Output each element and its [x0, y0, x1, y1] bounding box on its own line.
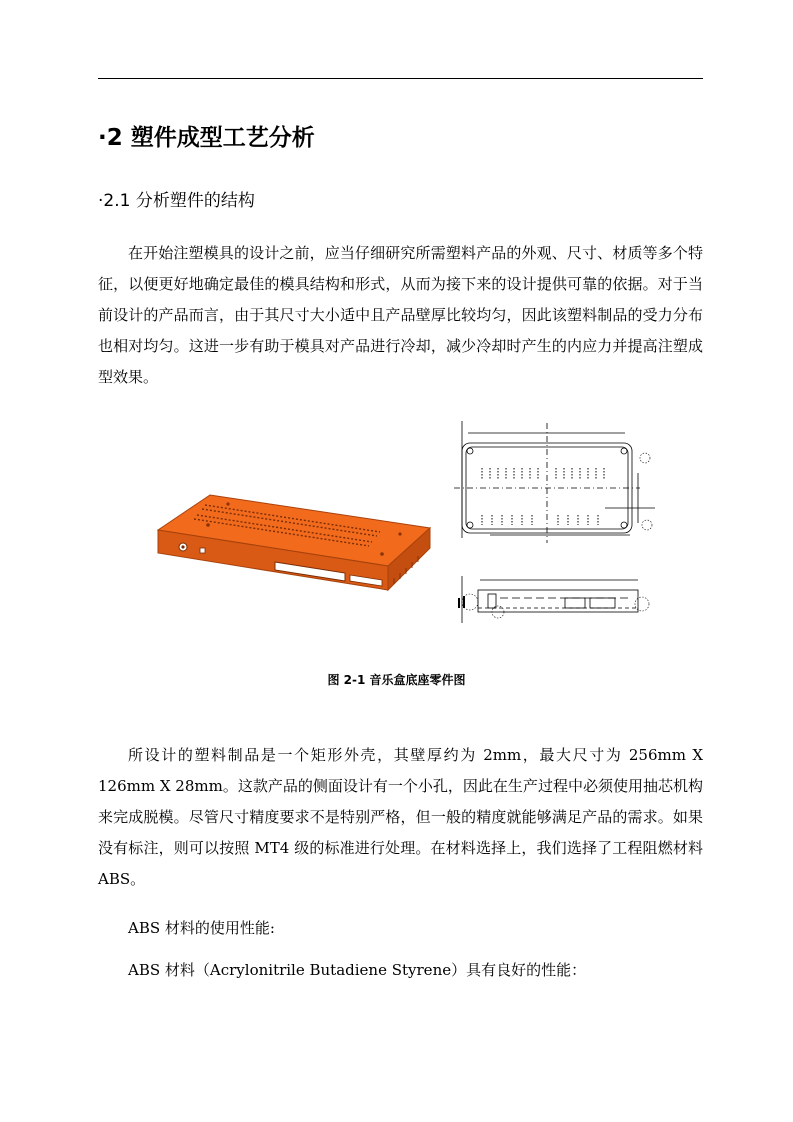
abs-material-paragraph: ABS 材料（Acrylonitrile Butadiene Styrene）具有良好的性能： [128, 961, 587, 979]
header-rule [98, 78, 703, 79]
part-drawing-top-view [440, 413, 670, 553]
abs-performance-heading-paragraph: ABS 材料的使用性能: [128, 919, 275, 937]
part-drawing-side-view [440, 568, 670, 628]
subsection-heading: ·2.1 分析塑件的结构 [98, 191, 255, 211]
figure-caption: 图 2-1 音乐盒底座零件图 [327, 673, 466, 687]
section-heading: ·2 塑件成型工艺分析 [98, 125, 315, 151]
intro-paragraph: 在开始注塑模具的设计之前，应当仔细研究所需塑料产品的外观、尺寸、材质等多个特征，以便更好地确定最佳的模具结构和形式，从而为接下来的设计提供可靠的依据。对于当前设计的产品而言，由于其尺寸大小适中且产品壁厚比较均匀，因此该塑料制品的受力分布也相对均匀。这进一步有助于模具对产品进行冷却，减少冷却时产生的内应力并提高注塑成型效果。 [98, 244, 703, 386]
part-3d-model-image [150, 490, 440, 600]
product-description-paragraph: 所设计的塑料制品是一个矩形外壳，其壁厚约为 2mm，最大尺寸为 256mm X 126mm X 28mm。这款产品的侧面设计有一个小孔，因此在生产过程中必须使用抽芯机构来完成脱模。尽管尺寸精度要求不是特别严格，但一般的精度就能够满足产品的需求。如果没有标注，则可以按照 MT4 级的标准进行处理。在材料选择上，我们选择了工程阻燃材料 ABS。 [98, 746, 703, 888]
